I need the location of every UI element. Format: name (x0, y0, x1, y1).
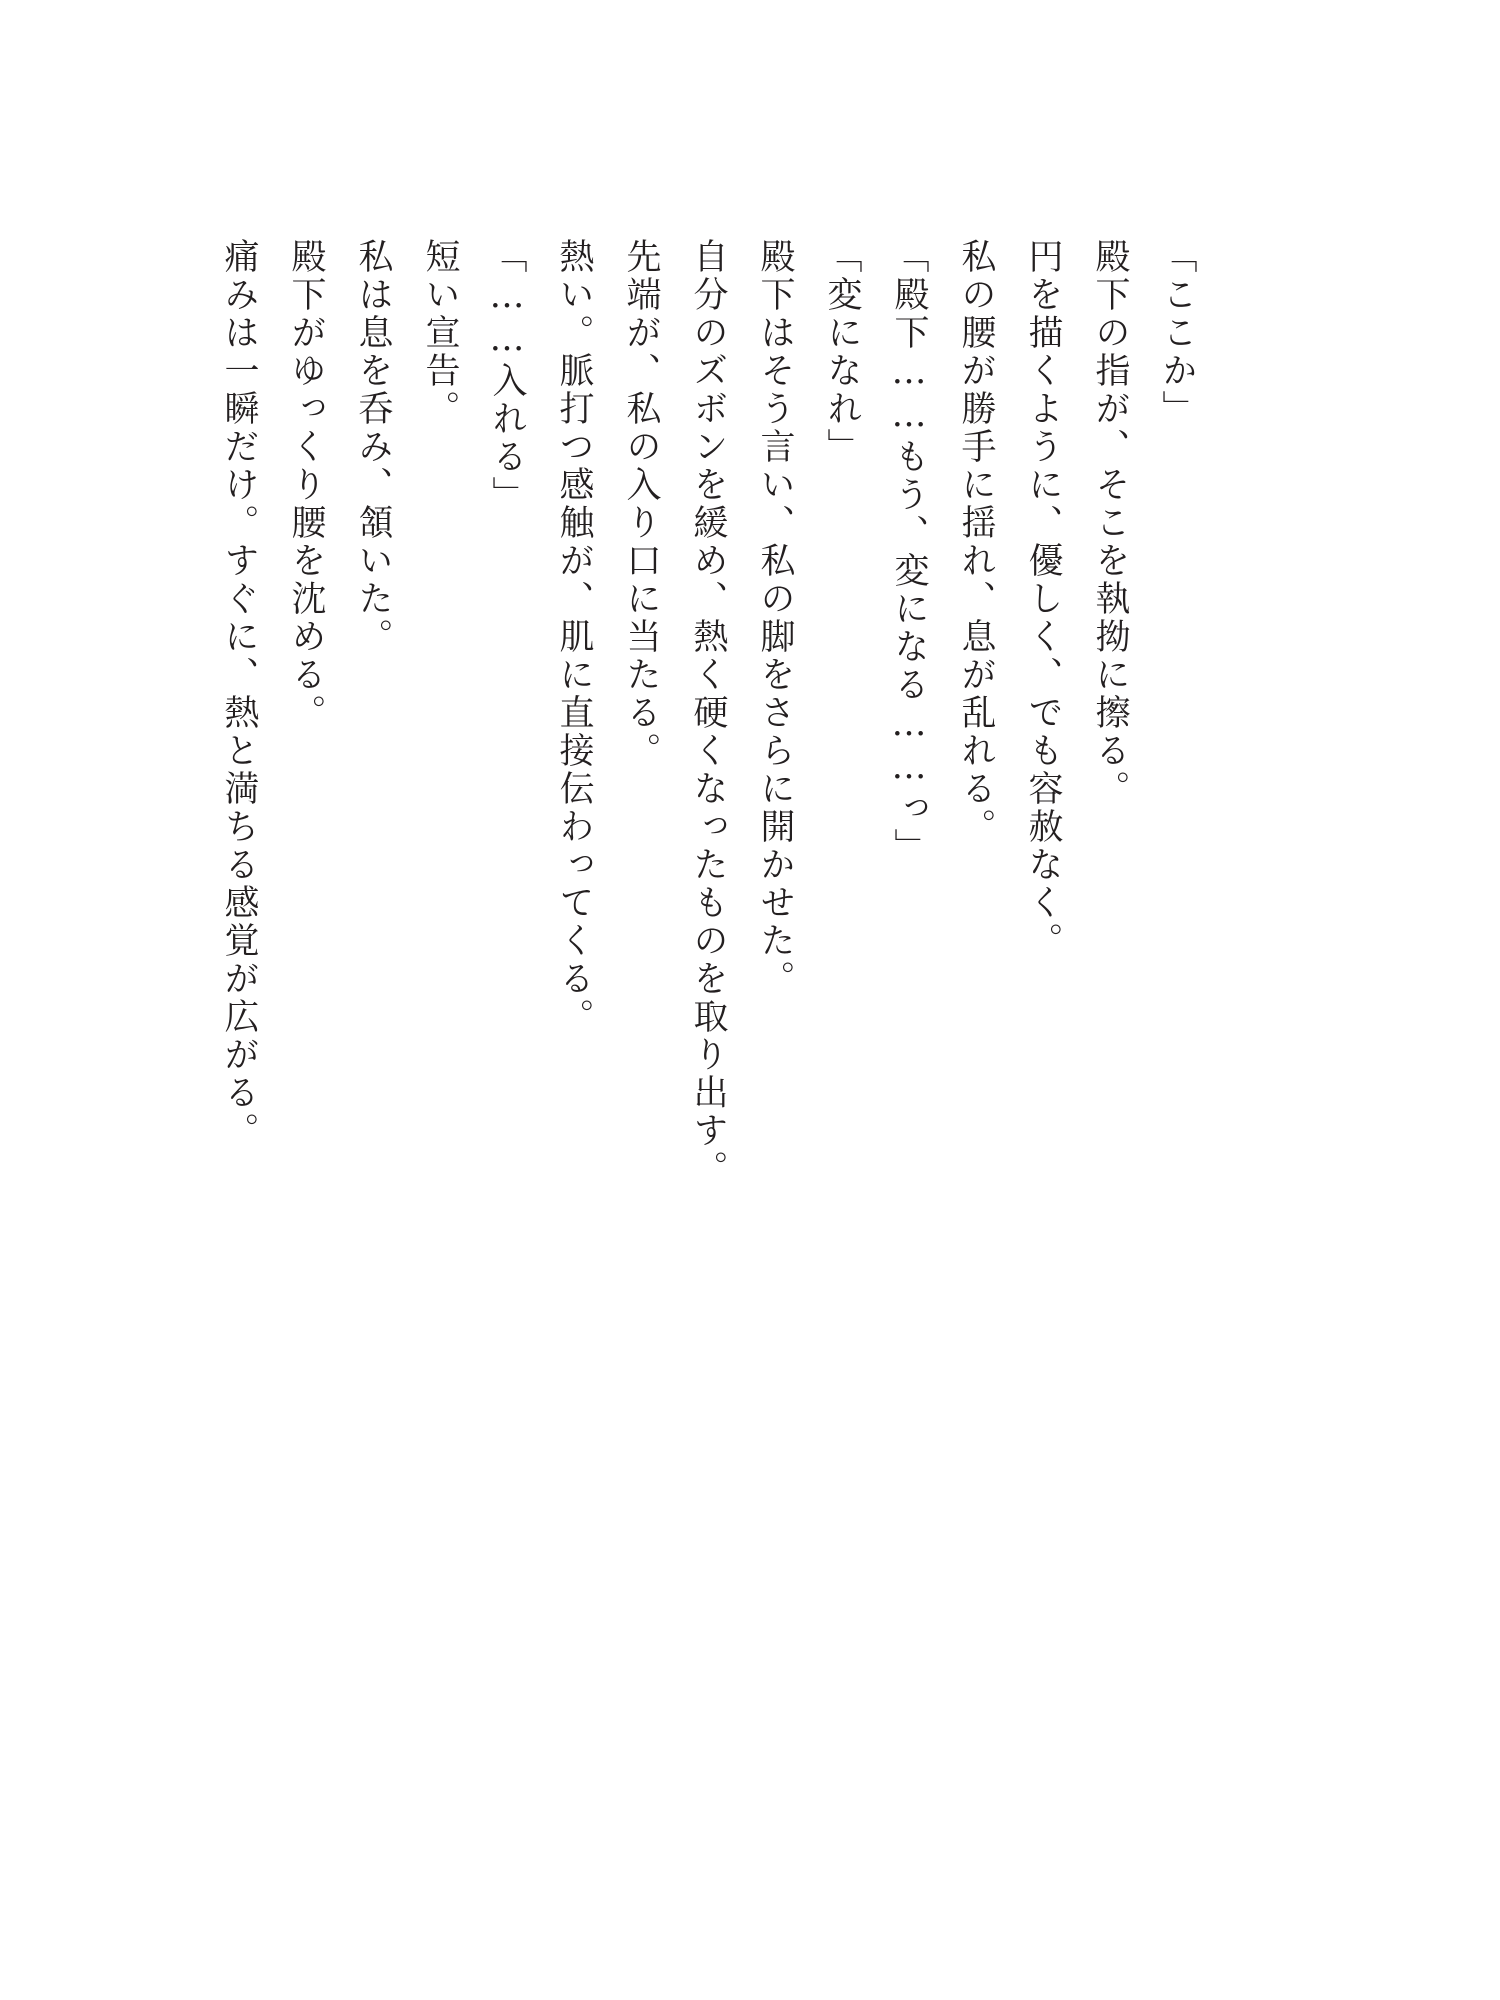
text-line: 短い宣告。 (420, 238, 460, 428)
text-line: 殿下はそう言い、私の脚をさらに開かせた。 (755, 238, 795, 998)
text-line: 熱い。脈打つ感触が、肌に直接伝わってくる。 (554, 238, 594, 1036)
text-line: 自分のズボンを緩め、熱く硬くなったものを取り出す。 (688, 238, 728, 1188)
text-line: 「ここか」 (1157, 238, 1197, 428)
text-line: 私の腰が勝手に揺れ、息が乱れる。 (956, 238, 996, 846)
text-line: 痛みは一瞬だけ。すぐに、熱と満ちる感覚が広がる。 (219, 238, 259, 1150)
text-line: 殿下がゆっくり腰を沈める。 (286, 238, 326, 732)
vertical-text-block (205, 238, 1210, 1188)
text-line: 私は息を呑み、頷いた。 (353, 238, 393, 656)
text-line: 殿下の指が、そこを執拗に擦る。 (1090, 238, 1130, 808)
text-line: 「変になれ」 (822, 238, 862, 466)
text-line: 先端が、私の入り口に当たる。 (621, 238, 661, 770)
text-line: 「……入れる」 (487, 238, 527, 514)
text-line: 「殿下……もう、変になる……っ」 (889, 238, 929, 866)
text-line: 円を描くように、優しく、でも容赦なく。 (1023, 238, 1063, 960)
